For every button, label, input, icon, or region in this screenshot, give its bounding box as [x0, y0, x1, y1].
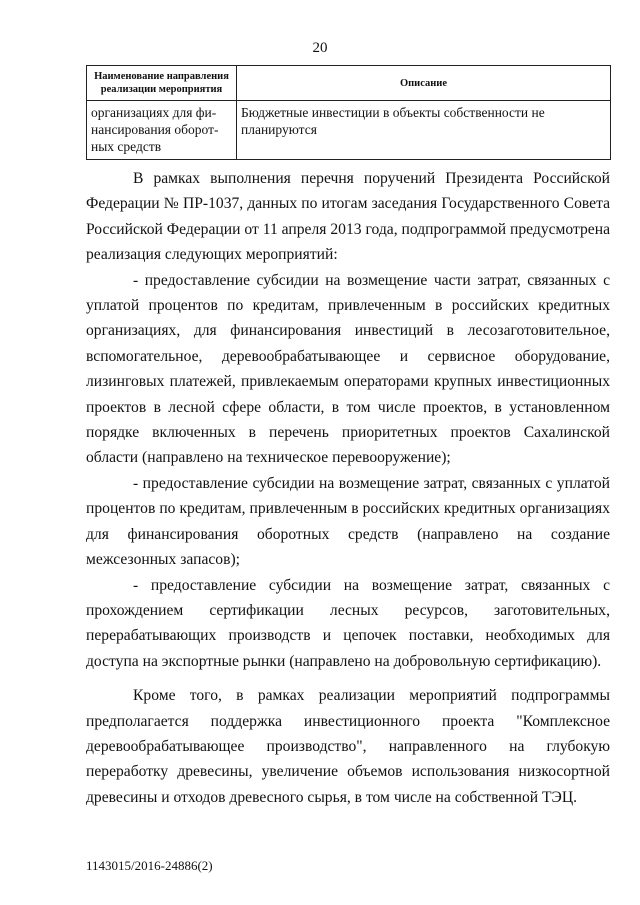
investment-project-paragraph: Кроме того, в рамках реализации мероприятий подпрограммы предполагается поддержка инвестиционного проекта "Комплексное деревообрабатывающее производство", направленного на глубокую переработку древесины, увеличение объемов использования низкосортной древесины и отходов древесного сырья, в том числе на собственной ТЭЦ. [86, 687, 610, 806]
cell-description: Бюджетные инвестиции в объекты собственности не планируются [237, 101, 611, 160]
header-direction-name: Наименование направления реализации мероприятия [87, 66, 237, 101]
cell-direction-name [87, 101, 237, 160]
body-text [86, 166, 610, 810]
table-header-row [87, 66, 611, 101]
list-item-subsidy-certification: - предоставление субсидии на возмещение затрат, связанных с прохождением сертификации лесных ресурсов, заготовительных, перерабатывающих производств и цепочек поставки, необходимых для доступа на экспортные рынки (направлено на добровольную сертификацию). [86, 576, 610, 670]
activities-table [86, 65, 611, 160]
header-description: Описание [237, 66, 611, 101]
list-item-subsidy-working-capital: - предоставление субсидии на возмещение затрат, связанных с уплатой процентов по кредитам, привлеченным в российских кредитных организациях для финансирования оборотных средств (направлено на создание межсезонных запасов); [86, 474, 610, 569]
table-row [87, 101, 611, 160]
document-code: 1143015/2016-24886(2) [86, 858, 213, 873]
intro-paragraph: В рамках выполнения перечня поручений Президента Российской Федерации № ПР-1037, данных по итогам заседания Государственного Совета Российской Федерации от 11 апреля 2013 года, подпрограммой предусмотрена реализация следующих мероприятий: [86, 170, 610, 264]
list-item-subsidy-equipment: - предоставление субсидии на возмещение части затрат, связанных с уплатой процентов по кредитам, привлеченным в российских кредитных организациях, для финансирования инвестиций в лесозаготовительное, вспомогательное, деревообрабатывающее и сервисное оборудование, лизинговых платежей, привлекаемым операторами крупных инвестиционных проектов в лесной сфере области, в том числе проектов, в установленном порядке включенных в перечень приоритетных проектов Сахалинской области (направлено на техническое перевооружение); [86, 271, 610, 467]
cell-line: нансирования оборот- [91, 122, 219, 137]
cell-line: организациях для фи- [91, 105, 217, 120]
cell-line: ных средств [91, 139, 162, 154]
page-number: 20 [312, 40, 328, 56]
